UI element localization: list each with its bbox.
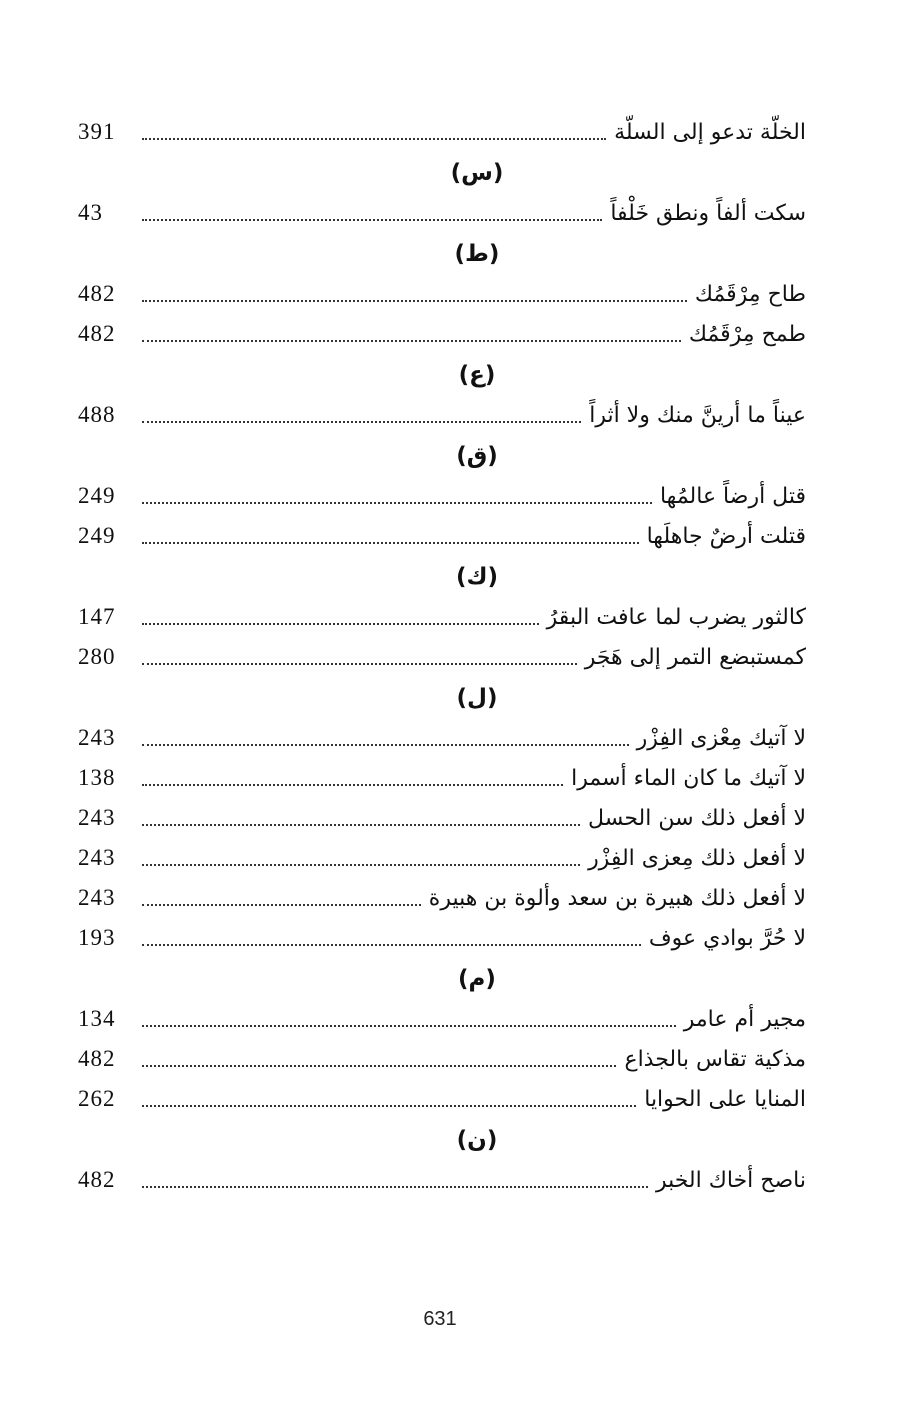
dot-leader xyxy=(142,420,581,423)
entry-page-number: 134 xyxy=(78,1006,116,1031)
dot-leader xyxy=(142,1024,676,1027)
entry-page-number: 280 xyxy=(78,644,116,669)
dot-leader xyxy=(142,743,629,746)
entry-text: عيناً ما أرينَّ منك ولا أثراً xyxy=(589,402,806,428)
entry-page-number: 391 xyxy=(78,119,116,144)
index-entry xyxy=(78,193,806,233)
index-entry xyxy=(78,112,806,152)
entry-text: قتل أرضاً عالمُها xyxy=(659,483,806,509)
index-entry xyxy=(78,1039,806,1079)
section-header xyxy=(78,677,806,718)
entry-page-number: 482 xyxy=(78,321,116,346)
entry-text: سكت ألفاً ونطق خَلْفاً xyxy=(610,200,806,226)
entry-text: لا آتيك مِعْزى الفِزْر xyxy=(636,725,806,751)
page-number: 631 xyxy=(423,1308,457,1330)
dot-leader xyxy=(142,1064,616,1067)
dot-leader xyxy=(142,299,687,302)
entry-page-number: 243 xyxy=(78,805,116,830)
index-entry xyxy=(78,1079,806,1119)
index-entry xyxy=(78,476,806,516)
index-entry xyxy=(78,1160,806,1200)
index-entry xyxy=(78,918,806,958)
dot-leader xyxy=(142,783,563,786)
section-header xyxy=(78,958,806,999)
index-entry xyxy=(78,798,806,838)
dot-leader xyxy=(142,622,539,625)
entry-page-number: 249 xyxy=(78,523,116,548)
dot-leader xyxy=(142,823,580,826)
section-letter: (ن) xyxy=(456,1126,498,1153)
entry-text: كمستبضع التمر إلى هَجَر xyxy=(584,644,806,670)
section-header xyxy=(78,152,806,193)
section-header xyxy=(78,556,806,597)
entry-page-number: 482 xyxy=(78,1167,116,1192)
dot-leader xyxy=(142,541,639,544)
proverb-index-list xyxy=(78,112,806,1200)
entry-page-number: 488 xyxy=(78,402,116,427)
entry-text: لا حُرَّ بوادي عوف xyxy=(648,925,806,951)
entry-page-number: 243 xyxy=(78,885,116,910)
entry-text: الخلّة تدعو إلى السلّة xyxy=(614,119,806,145)
dot-leader xyxy=(142,501,652,504)
entry-text: لا آتيك ما كان الماء أسمرا xyxy=(571,765,806,791)
dot-leader xyxy=(142,339,681,342)
index-entry xyxy=(78,637,806,677)
entry-text: قتلت أرضٌ جاهلَها xyxy=(646,523,806,549)
section-letter: (م) xyxy=(458,965,496,992)
entry-text: كالثور يضرب لما عافت البقرُ xyxy=(546,604,806,630)
section-letter: (ك) xyxy=(455,563,499,590)
index-entry xyxy=(78,758,806,798)
entry-text: ناصح أخاك الخبر xyxy=(655,1167,806,1193)
section-letter: (ق) xyxy=(456,442,498,469)
index-entry xyxy=(78,314,806,354)
dot-leader xyxy=(142,137,606,140)
entry-page-number: 147 xyxy=(78,604,116,629)
entry-page-number: 243 xyxy=(78,845,116,870)
entry-text: طاح مِرْقَمُك xyxy=(694,281,806,307)
entry-page-number: 482 xyxy=(78,1046,116,1071)
section-letter: (ط) xyxy=(454,240,500,267)
index-entry xyxy=(78,274,806,314)
dot-leader xyxy=(142,1185,648,1188)
index-entry xyxy=(78,516,806,556)
entry-page-number: 243 xyxy=(78,725,116,750)
section-letter: (ل) xyxy=(456,684,498,711)
section-header xyxy=(78,233,806,274)
dot-leader xyxy=(142,943,641,946)
dot-leader xyxy=(142,218,602,221)
entry-page-number: 43 xyxy=(78,200,103,225)
section-header xyxy=(78,1119,806,1160)
dot-leader xyxy=(142,903,421,906)
section-header xyxy=(78,435,806,476)
index-entry xyxy=(78,395,806,435)
index-entry xyxy=(78,597,806,637)
entry-page-number: 193 xyxy=(78,925,116,950)
dot-leader xyxy=(142,662,577,665)
index-entry xyxy=(78,718,806,758)
entry-page-number: 249 xyxy=(78,483,116,508)
dot-leader xyxy=(142,1104,636,1107)
entry-text: مجير أم عامر xyxy=(683,1006,806,1032)
dot-leader xyxy=(142,863,580,866)
entry-text: لا أفعل ذلك سن الحسل xyxy=(588,805,806,831)
entry-page-number: 262 xyxy=(78,1086,116,1111)
section-letter: (س) xyxy=(450,159,504,186)
section-letter: (ع) xyxy=(458,361,496,388)
entry-page-number: 138 xyxy=(78,765,116,790)
index-entry xyxy=(78,999,806,1039)
entry-text: لا أفعل ذلك هبيرة بن سعد وألوة بن هبيرة xyxy=(428,885,806,911)
section-header xyxy=(78,354,806,395)
entry-text: المنايا على الحوايا xyxy=(644,1086,806,1112)
index-entry xyxy=(78,838,806,878)
index-entry xyxy=(78,878,806,918)
entry-text: لا أفعل ذلك مِعزى الفِزْر xyxy=(588,845,806,871)
entry-page-number: 482 xyxy=(78,281,116,306)
entry-text: طمح مِرْقَمُك xyxy=(688,321,806,347)
entry-text: مذكية تقاس بالجذاع xyxy=(624,1046,806,1072)
